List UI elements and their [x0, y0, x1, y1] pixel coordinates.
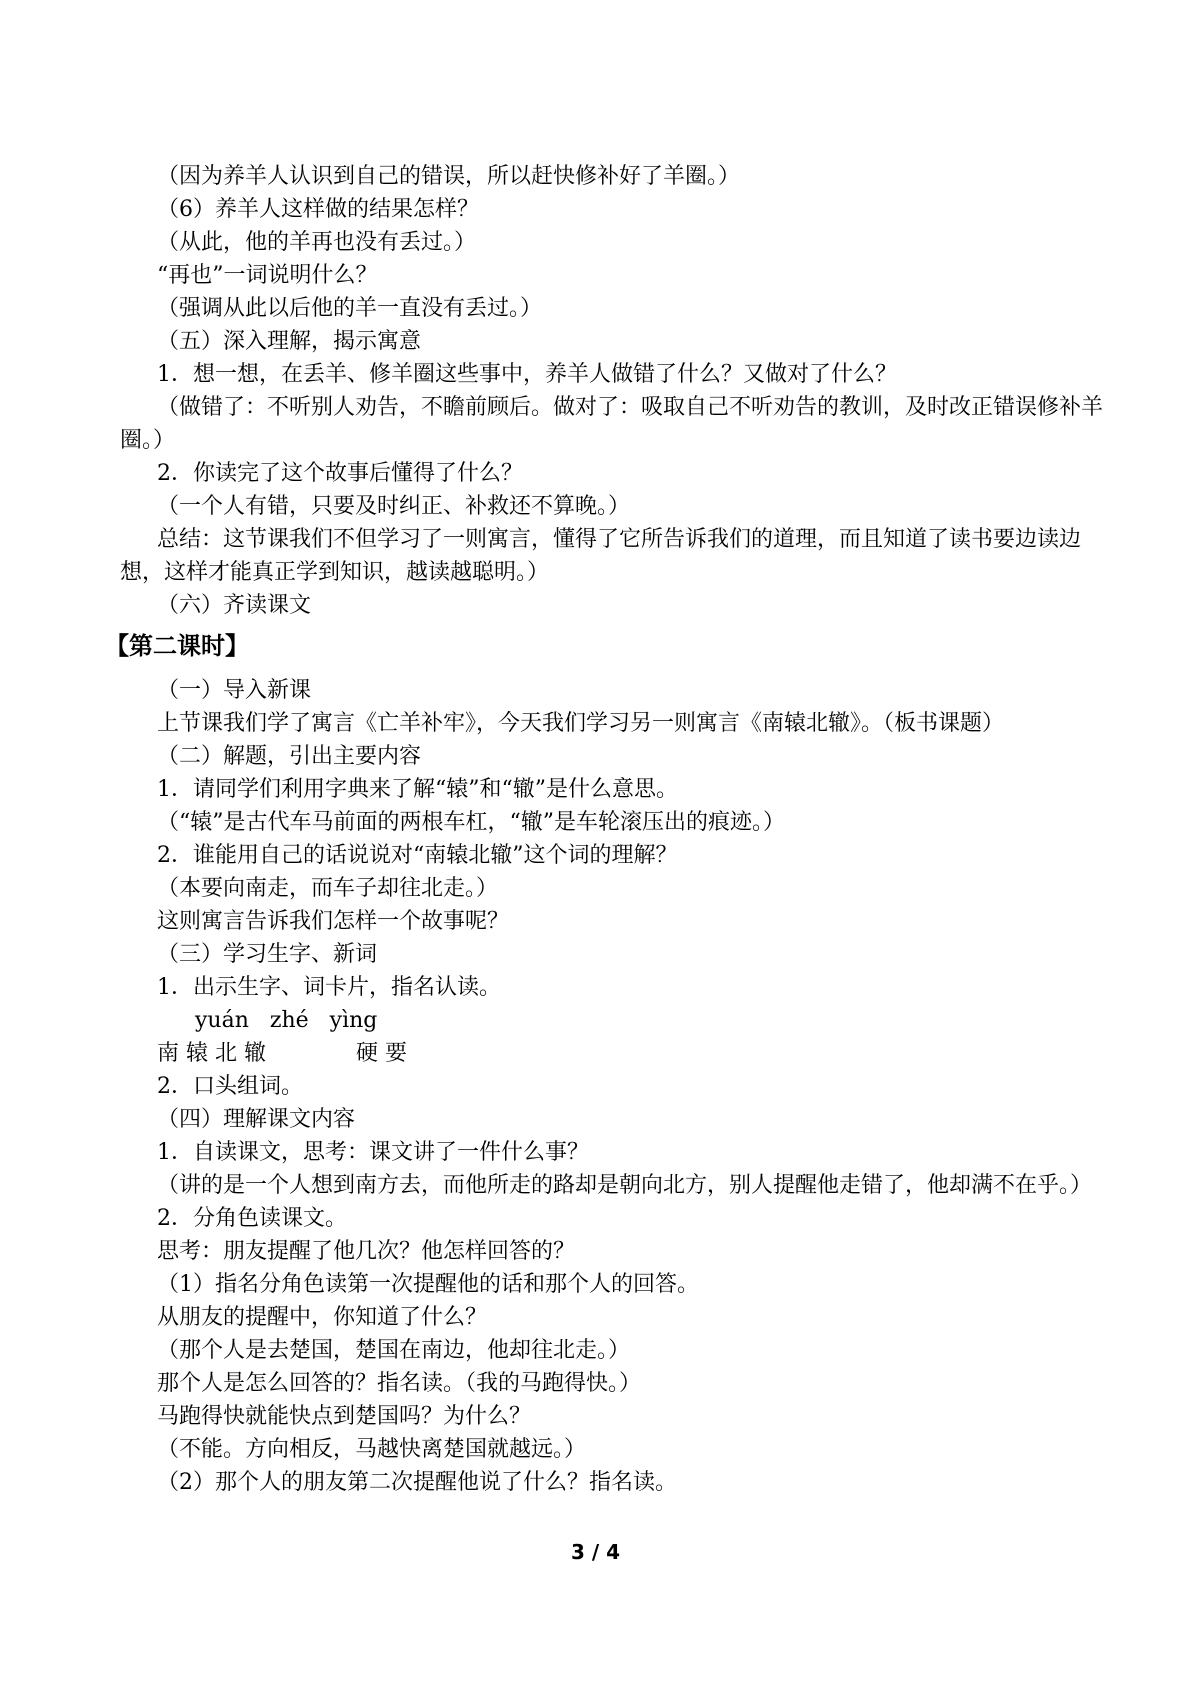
- paragraph: 2．谁能用自己的话说说对“南辕北辙”这个词的理解？: [157, 843, 678, 868]
- new-words-group-1: 南 辕 北 辙: [157, 1041, 266, 1066]
- paragraph: 那个人是怎么回答的？指名读。（我的马跑得快。）: [157, 1371, 642, 1396]
- paragraph: （本要向南走，而车子却往北走。）: [157, 876, 499, 901]
- paragraph: （“辕”是古代车马前面的两根车杠，“辙”是车轮滚压出的痕迹。）: [157, 810, 785, 835]
- section-subheading: （三）学习生字、新词: [157, 942, 378, 967]
- section-subheading: （六）齐读课文: [157, 593, 312, 618]
- paragraph-wrapped: [120, 391, 1120, 457]
- page-body: [105, 160, 1120, 1499]
- paragraph: 1．自读课文，思考：课文讲了一件什么事？: [157, 1140, 589, 1165]
- paragraph: （1）指名分角色读第一次提醒他的话和那个人的回答。: [157, 1272, 699, 1297]
- paragraph-text: （讲的是一个人想到南方去，而他所走的路却是朝向北方，别人提醒他走错了，他却满不在乎。）: [157, 1173, 1093, 1198]
- paragraph: 这则寓言告诉我们怎样一个故事呢？: [157, 909, 510, 934]
- paragraph: （因为养羊人认识到自己的错误，所以赶快修补好了羊圈。）: [157, 164, 741, 189]
- paragraph: 马跑得快就能快点到楚国吗？为什么？: [157, 1404, 532, 1429]
- pinyin-line: yuán zhé yìng: [195, 1008, 378, 1033]
- lesson-heading: 【第二课时】: [105, 632, 249, 660]
- section-subheading: （四）理解课文内容: [157, 1107, 356, 1132]
- summary-paragraph: [120, 523, 1120, 589]
- new-words-line: [120, 1037, 1120, 1070]
- paragraph: （那个人是去楚国，楚国在南边，他却往北走。）: [157, 1338, 631, 1363]
- paragraph: 1．请同学们利用字典来了解“辕”和“辙”是什么意思。: [157, 777, 678, 802]
- paragraph: 思考：朋友提醒了他几次？他怎样回答的？: [157, 1239, 576, 1264]
- paragraph: 从朋友的提醒中，你知道了什么？: [157, 1305, 488, 1330]
- paragraph: 2．口头组词。: [157, 1074, 303, 1099]
- paragraph-wrapped: [120, 707, 1120, 740]
- paragraph-wrapped: [120, 1169, 1120, 1202]
- paragraph-text: 上节课我们学了寓言《亡羊补牢》，今天我们学习另一则寓言《南辕北辙》。（板书课题）: [157, 711, 1005, 736]
- new-words-group-2: 硬 要: [355, 1041, 407, 1066]
- section-subheading: （二）解题，引出主要内容: [157, 744, 422, 769]
- section-subheading: （一）导入新课: [157, 678, 312, 703]
- paragraph: （2）那个人的朋友第二次提醒他说了什么？指名读。: [157, 1470, 677, 1495]
- section-subheading: （五）深入理解，揭示寓意: [157, 329, 422, 354]
- paragraph: “再也”一词说明什么？: [157, 263, 378, 288]
- paragraph: （6）养羊人这样做的结果怎样？: [157, 197, 479, 222]
- paragraph: （从此，他的羊再也没有丢过。）: [157, 230, 477, 255]
- page-number: 3 / 4: [570, 1540, 621, 1564]
- paragraph: （强调从此以后他的羊一直没有丢过。）: [157, 296, 543, 321]
- paragraph: 1．想一想，在丢羊、修羊圈这些事中，养羊人做错了什么？又做对了什么？: [157, 362, 897, 387]
- paragraph-text: 总结：这节课我们不但学习了一则寓言，懂得了它所告诉我们的道理，而且知道了读书要边读边想，这样才能真正学到知识，越读越聪明。）: [120, 527, 1082, 585]
- paragraph: （不能。方向相反，马越快离楚国就越远。）: [157, 1437, 587, 1462]
- paragraph: 2．分角色读课文。: [157, 1206, 347, 1231]
- paragraph: 2．你读完了这个故事后懂得了什么？: [157, 461, 523, 486]
- paragraph: （一个人有错，只要及时纠正、补救还不算晚。）: [157, 494, 631, 519]
- paragraph: 1．出示生字、词卡片，指名认读。: [157, 975, 501, 1000]
- paragraph-text: （做错了：不听别人劝告，不瞻前顾后。做对了：吸取自己不听劝告的教训，及时改正错误修补羊圈。）: [120, 395, 1104, 453]
